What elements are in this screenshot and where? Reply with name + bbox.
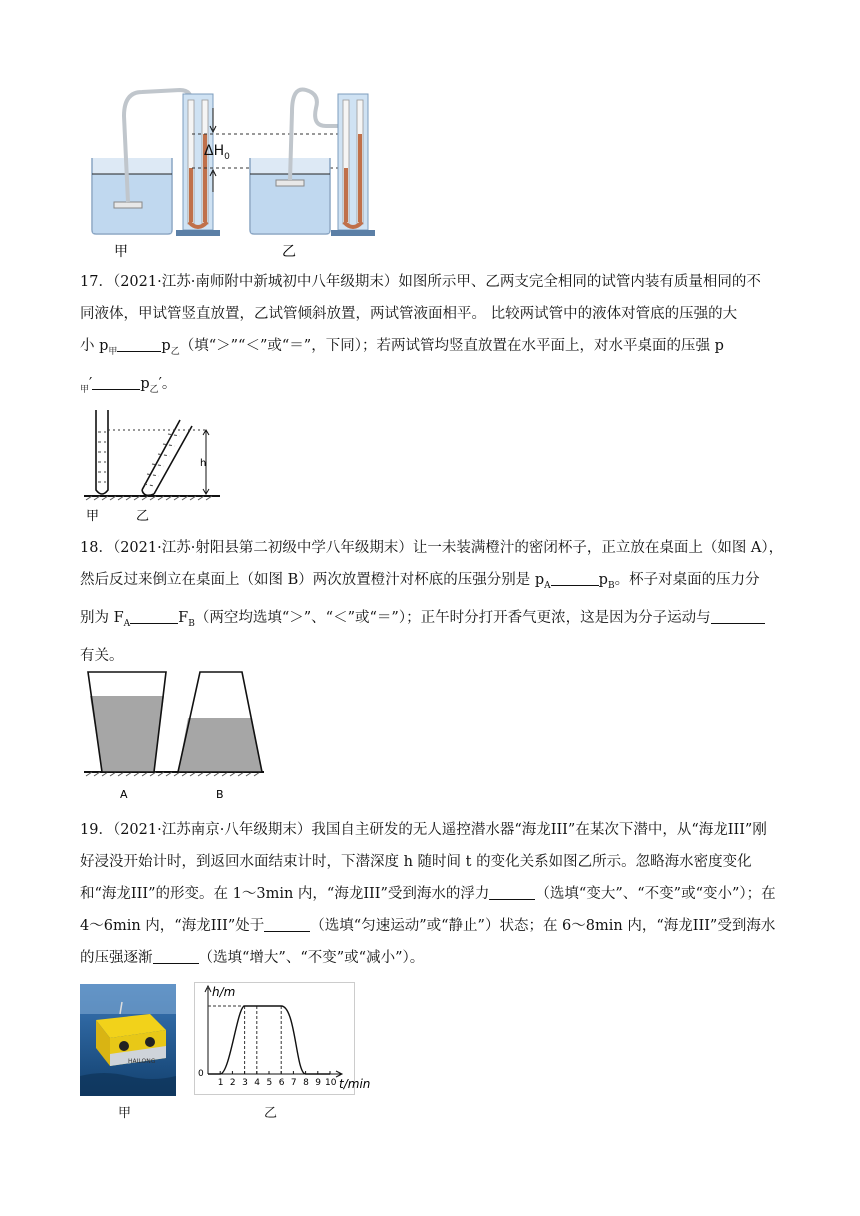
question-17 xyxy=(80,266,780,406)
tube-label-jia: 甲 xyxy=(86,509,100,524)
x-tick-label: 7 xyxy=(290,1078,297,1088)
x-tick-label: 1 xyxy=(217,1078,224,1088)
q19-line-1: 19．（2021·江苏南京·八年级期末）我国自主研发的无人遥控潜水器“海龙III”在某次下潜中，从“海龙III”刚 xyxy=(80,822,767,838)
beaker-jia xyxy=(92,158,172,234)
q18-line-2: 然后反过来倒立在桌面上（如图 B）两次放置橙汁对杯底的压强分别是 $p_A$ $p_B$。杯子对桌面的压力分 xyxy=(80,572,760,591)
q17-line-4: $_甲$′ $p_乙'$。 xyxy=(80,376,177,395)
graph-x-label: t/min xyxy=(339,1077,371,1091)
q19-blank-1[interactable] xyxy=(489,885,535,900)
fig16-label-jia: 甲 xyxy=(114,244,128,260)
q18-blank-3[interactable] xyxy=(711,609,765,624)
q19-line-3: 和“海龙III”的形变。在 1～3min 内，“海龙III”受到海水的浮力 （选填“变大”、“不变”或“变小”）；在 xyxy=(80,886,776,902)
manometer-2 xyxy=(331,94,375,236)
q18-line-3: 别为 $F_A$ $F_B$（两空均选填“＞”、“＜”或“＝”）；正午时分打开香气更浓，这是因为分子运动与 xyxy=(80,602,780,640)
x-tick-label: 10 xyxy=(325,1078,337,1088)
q17-line-1: 17．（2021·江苏·南师附中新城初中八年级期末）如图所示甲、乙两支完全相同的试管内装有质量相同的不 xyxy=(80,274,761,290)
cup-label-a: A xyxy=(120,788,128,801)
question-19 xyxy=(80,814,780,974)
delta-h0-label: $\Delta H_0$ xyxy=(204,143,230,162)
manometer-figure xyxy=(80,82,380,262)
photo-label-jia: 甲 xyxy=(118,1106,132,1121)
submersible-photo xyxy=(80,984,176,1096)
tube-label-yi: 乙 xyxy=(136,509,150,524)
x-tick-label: 9 xyxy=(315,1078,322,1088)
submersible-hull-label: HAILONG xyxy=(128,1058,156,1065)
q19-line-4: 4～6min 内，“海龙III”处于 （选填“匀速运动”或“静止”）状态；在 6～8min 内，“海龙III”受到海水 xyxy=(80,918,776,934)
q17-blank-2[interactable] xyxy=(92,375,140,390)
q19-blank-3[interactable] xyxy=(153,949,199,964)
x-tick-label: 6 xyxy=(278,1078,285,1088)
cup-label-b: B xyxy=(216,788,224,801)
q18-line-1: 18．（2021·江苏·射阳县第二初级中学八年级期末）让一未装满橙汁的密闭杯子，正立放在桌面上（如图 A）， xyxy=(80,540,784,556)
graph-label-yi: 乙 xyxy=(264,1106,278,1121)
tube-jia xyxy=(96,410,108,494)
q19-line-2: 好浸没开始计时，到返回水面结束计时，下潜深度 h 随时间 t 的变化关系如图乙所示。忽略海水密度变化 xyxy=(80,854,752,870)
q17-blank-1[interactable] xyxy=(117,337,161,352)
x-tick-label: 8 xyxy=(303,1078,309,1088)
cup-b xyxy=(178,672,262,772)
q18-blank-1[interactable] xyxy=(551,571,599,586)
tube-h-label: h xyxy=(200,458,207,469)
question-18 xyxy=(80,532,784,672)
q18-line-4: 有关。 xyxy=(80,648,124,664)
x-tick-label: 2 xyxy=(229,1078,236,1088)
cup-a xyxy=(88,672,166,772)
q17-line-2: 同液体，甲试管竖直放置，乙试管倾斜放置，两试管液面相平。 比较两试管中的液体对管底的压强的大 xyxy=(80,306,738,322)
q18-blank-2[interactable] xyxy=(130,609,178,624)
x-tick-label: 5 xyxy=(266,1078,273,1088)
test-tube-figure xyxy=(80,406,240,526)
cup-figure xyxy=(80,668,280,806)
x-tick-label: 3 xyxy=(242,1078,248,1088)
tube-yi xyxy=(142,420,192,495)
graph-origin: 0 xyxy=(198,1069,204,1079)
graph-y-label: h/m xyxy=(212,985,236,999)
q17-line-3: 小 $p_甲$ $p_乙$（填“＞”“＜”或“＝”，下同）；若两试管均竖直放置在水平面上，对水平桌面的压强 p xyxy=(80,338,724,357)
fig16-label-yi: 乙 xyxy=(282,244,296,260)
depth-time-graph xyxy=(194,982,384,1096)
q19-line-5: 的压强逐渐 （选填“增大”、“不变”或“减小”）。 xyxy=(80,950,425,966)
x-tick-label: 4 xyxy=(254,1078,261,1088)
q19-blank-2[interactable] xyxy=(264,917,310,932)
